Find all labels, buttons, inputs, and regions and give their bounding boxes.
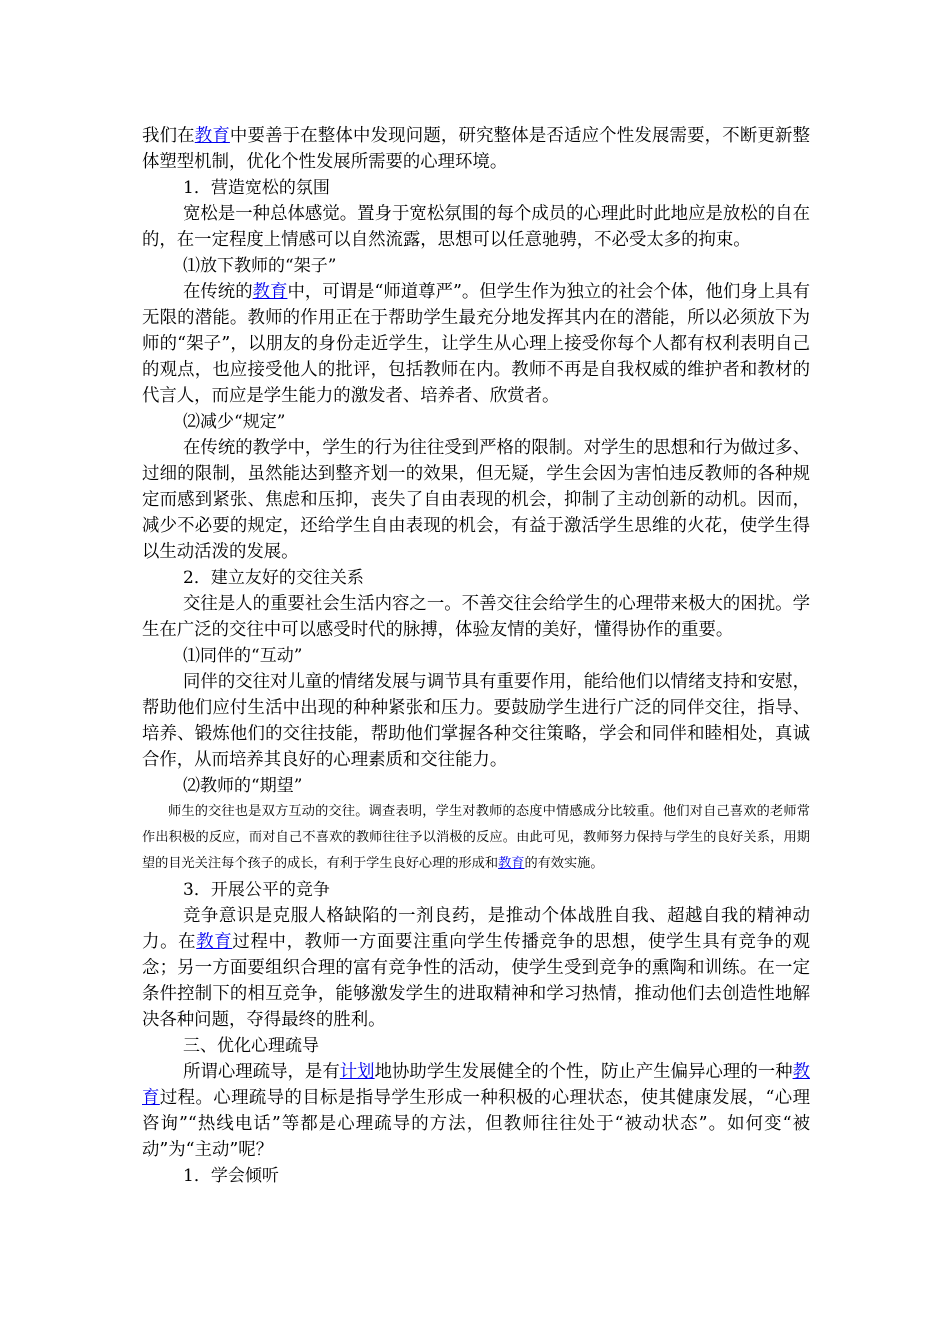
heading-teacher-expectation: ⑵教师的“期望” (183, 776, 303, 796)
text-span: 我们在 (142, 126, 195, 146)
text-span: 中要善于在整体中发现问题，研究整体是否适应个性发展需要，不断更新整体塑型机制，优化个性发展所需要的心理环境。 (142, 126, 810, 172)
heading-friendly-relations: 2．建立友好的交往关系 (183, 568, 364, 588)
paragraph-intro (142, 123, 810, 175)
text-span: 中，可谓是“师道尊严”。但学生作为独立的社会个体，他们身上具有无限的潜能。教师的作用正在于帮助学生最充分地发挥其内在的潜能，所以必须放下为师的“架子”，以朋友的身份走近学生，让学生从心理上接受你每个人都有权利表明自己的观点，也应接受他人的批评，包括教师在内。教师不再是自我权威的维护者和教材的代言人，而应是学生能力的激发者、培养者、欣赏者。 (142, 282, 810, 406)
link-education[interactable]: 教育 (194, 126, 230, 146)
text-span: 竞争意识是克服人格缺陷的一剂良药，是推动个体战胜自我、超越自我的精神动力。在 (142, 906, 810, 952)
document-page (142, 123, 810, 1189)
paragraph-teacher-expectation (142, 799, 810, 877)
text-span: 师生的交往也是双方互动的交往。调查表明，学生对教师的态度中情感成分比较重。他们对自己喜欢的老师常作出积极的反应，而对自己不喜欢的教师往往予以消极的反应。由此可见，教师努力保持与学生的良好关系，用期望的目光关注每个孩子的成长，有利于学生良好心理的形成和 (142, 804, 810, 871)
heading-section-three: 三、优化心理疏导 (183, 1036, 319, 1056)
heading-fair-competition: 3．开展公平的竞争 (183, 880, 330, 900)
text-span: 地协助学生发展健全的个性，防止产生偏异心理的一种 (374, 1062, 793, 1082)
paragraph-peer-interaction: 同伴的交往对儿童的情绪发展与调节具有重要作用，能给他们以情绪支持和安慰，帮助他们应付生活中出现的种种紧张和压力。要鼓励学生进行广泛的同伴交往，指导、培养、锻炼他们的交往技能，帮助他们掌握各种交往策略，学会和同伴和睦相处，真诚合作，从而培养其良好的心理素质和交往能力。 (142, 672, 810, 770)
text-span: 过程。心理疏导的目标是指导学生形成一种积极的心理状态，使其健康发展，“心理咨询”“热线电话”等都是心理疏导的方法，但教师往往处于“被动状态”。如何变“被动”为“主动”呢？ (142, 1088, 810, 1160)
heading-relaxed-atmosphere: 1．营造宽松的氛围 (183, 178, 330, 198)
link-education[interactable]: 教育 (498, 856, 525, 871)
text-span: 的有效实施。 (524, 856, 604, 871)
paragraph-friendly-relations: 交往是人的重要社会生活内容之一。不善交往会给学生的心理带来极大的困扰。学生在广泛的交往中可以感受时代的脉搏，体验友情的美好，懂得协作的重要。 (142, 594, 810, 640)
paragraph-drop-airs (142, 279, 810, 409)
text-span: 所谓心理疏导，是有 (183, 1062, 340, 1082)
heading-learn-listen: 1．学会倾听 (183, 1166, 279, 1186)
paragraph-reduce-rules: 在传统的教学中，学生的行为往往受到严格的限制。对学生的思想和行为做过多、过细的限制，虽然能达到整齐划一的效果，但无疑，学生会因为害怕违反教师的各种规定而感到紧张、焦虑和压抑，丧失了自由表现的机会，抑制了主动创新的动机。因而，减少不必要的规定，还给学生自由表现的机会，有益于激活学生思维的火花，使学生得以生动活泼的发展。 (142, 438, 810, 562)
link-education[interactable]: 教育 (142, 1062, 810, 1108)
heading-drop-airs: ⑴放下教师的“架子” (183, 256, 337, 276)
paragraph-fair-competition (142, 903, 810, 1033)
heading-reduce-rules: ⑵减少“规定” (183, 412, 286, 432)
link-plan[interactable]: 计划 (339, 1062, 375, 1082)
link-education[interactable]: 教育 (252, 282, 288, 302)
text-span: 在传统的 (183, 282, 253, 302)
heading-peer-interaction: ⑴同伴的“互动” (183, 646, 303, 666)
link-education[interactable]: 教育 (196, 932, 233, 952)
paragraph-psych-guidance (142, 1059, 810, 1163)
paragraph-relaxed: 宽松是一种总体感觉。置身于宽松氛围的每个成员的心理此时此地应是放松的自在的，在一定程度上情感可以自然流露，思想可以任意驰骋，不必受太多的拘束。 (142, 204, 810, 250)
text-span: 过程中，教师一方面要注重向学生传播竞争的思想，使学生具有竞争的观念；另一方面要组织合理的富有竞争性的活动，使学生受到竞争的熏陶和训练。在一定条件控制下的相互竞争，能够激发学生的进取精神和学习热情，推动他们去创造性地解决各种问题，夺得最终的胜利。 (142, 932, 810, 1030)
